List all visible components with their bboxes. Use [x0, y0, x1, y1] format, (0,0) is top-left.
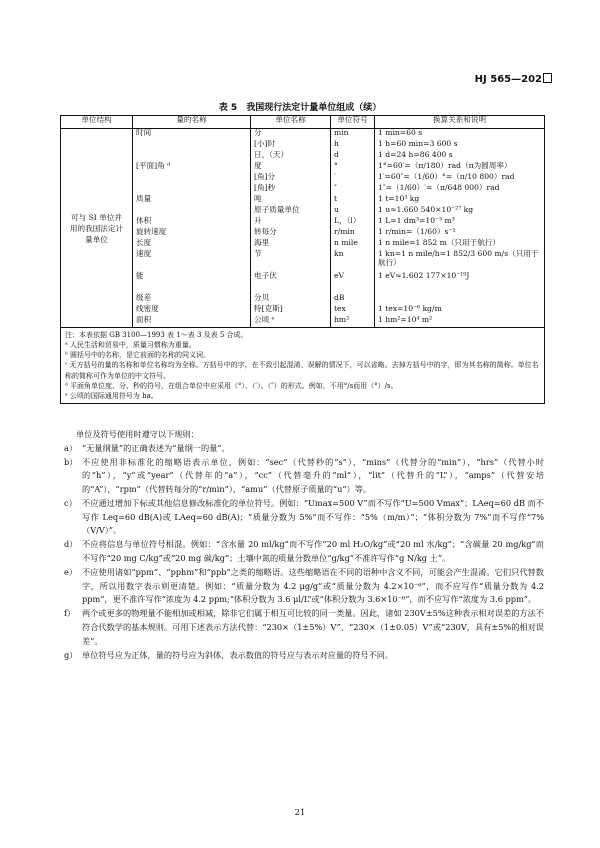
unit-symbol-cell: r/min [331, 228, 375, 239]
conversion-cell: 1 min=60 s [375, 129, 545, 141]
unit-symbol-cell: eV [331, 272, 375, 294]
unit-name-cell: [小]时 [251, 140, 331, 151]
table-row [61, 272, 545, 294]
rule-label: d） [64, 539, 78, 550]
unit-symbol-cell: min [331, 129, 375, 141]
unit-name-cell: 公顷 ᵉ [251, 316, 331, 328]
unit-name-cell: [角]分 [251, 173, 331, 184]
unit-name-cell: 海里 [251, 239, 331, 250]
column-header: 单位结构 [61, 116, 133, 129]
quantity-name-cell: 质量 [133, 195, 251, 206]
unit-symbol-cell: tex [331, 305, 375, 316]
table-caption: 表 5 我国现行法定计量单位组成（续） [218, 103, 382, 113]
table-note: ᵇ 圆括号中的名称，是它前面的名称的同义词。 [65, 351, 211, 360]
conversion-cell: 1 hm²=10⁴ m² [375, 316, 545, 328]
unit-symbol-cell: ° [331, 162, 375, 173]
unit-symbol-cell: ″ [331, 184, 375, 195]
rules-intro: 单位及符号使用时遵守以下规则： [76, 429, 199, 439]
conversion-cell: 1 d=24 h=86 400 s [375, 151, 545, 162]
table-body [61, 129, 545, 328]
rule-item [60, 607, 544, 648]
rule-label: c） [64, 497, 77, 508]
rule-text: 不应使用诸如“ppm”、“pphm”和“ppb”之类的缩略语。这些缩略语在不同的语种中含义不同，可能会产生混淆。它们只代替数字，所以用数字表示则更清楚。例如：“质量分数为 4.2 μg/g”或“质量分数为 4.2×10⁻⁶”，而不应写作“质量分数为 4.2 ppm”，更不准许写作“浓度为 4.2 ppm;“体积分数为 3.6 μl/L”或“体积分数为 3.6×10⁻⁶”，而不应写作“浓度为 3.6 ppm”。 [82, 566, 544, 605]
unit-symbol-cell: h [331, 140, 375, 151]
table-row [61, 140, 545, 151]
rule-item [60, 566, 544, 607]
conversion-cell: 1 r/min=（1/60）s⁻¹ [375, 228, 545, 239]
unit-name-cell: 日，（天） [251, 151, 331, 162]
quantity-name-cell: 体积 [133, 217, 251, 228]
placeholder-box [543, 73, 552, 83]
usage-rules [60, 428, 544, 662]
quantity-name-cell: 能 [133, 272, 251, 294]
conversion-cell: 1 t=10³ kg [375, 195, 545, 206]
standard-code: HJ 565—202 [475, 73, 552, 85]
unit-symbol-cell: u [331, 206, 375, 217]
rule-label: b） [64, 456, 78, 467]
unit-name-cell: 升 [251, 217, 331, 228]
quantity-name-cell [133, 173, 251, 184]
unit-name-cell: 度 [251, 162, 331, 173]
unit-name-cell: 分贝 [251, 294, 331, 305]
unit-symbol-cell: kn [331, 250, 375, 272]
unit-name-cell: 吨 [251, 195, 331, 206]
quantity-name-cell: 时间 [133, 129, 251, 141]
unit-symbol-cell: L，（l） [331, 217, 375, 228]
quantity-name-cell [133, 140, 251, 151]
rule-text: 不应使用非标准化的缩略语表示单位，例如：“sec”（代替秒的“s”），“mins”（代替分的“min”），“hrs”（代替小时的“h”），“y”或“year”（代替年的“a”），“cc”（代替毫升的“ml”），“lit”（代替升的“L”），“amps”（代替安培的“A”），“rpm”（代替转每分的“r/min”），“amu”（代替原子质量的“u”）等。 [82, 456, 544, 495]
conversion-cell: 1 kn=1 n mile/h=1 852/3 600 m/s（只用于航行） [375, 250, 545, 272]
table-note: ᵃ 人民生活和贸易中，质量习惯称为重量。 [65, 341, 196, 350]
conversion-cell: 1 h=60 min=3 600 s [375, 140, 545, 151]
table-row [61, 184, 545, 195]
conversion-cell: 1 tex=10⁻⁶ kg/m [375, 305, 545, 316]
unit-symbol-cell: n mile [331, 239, 375, 250]
rule-text: 单位符号应为正体，量的符号应为斜体，表示数值的符号应与表示对应量的符号不同。 [82, 649, 394, 660]
table-note: ᶜ 无方括号的量的名称和单位名称均为全称。方括号中的字，在不致引起混淆、误解的情况下，可以省略。去掉方括号中的字，即为其名称的简称。单位名称的简称可作为单位的中文符号。 [65, 361, 539, 380]
unit-name-cell: 特[克斯] [251, 305, 331, 316]
table-notes [61, 328, 545, 404]
unit-name-cell: 电子伏 [251, 272, 331, 294]
conversion-cell: 1″=（1/60）′=（π/648 000）rad [375, 184, 545, 195]
rule-label: g） [64, 649, 78, 660]
quantity-name-cell: 旋转速度 [133, 228, 251, 239]
conversion-cell: 1 eV≈1.602 177×10⁻¹⁹J [375, 272, 545, 294]
rule-item [60, 538, 544, 566]
unit-structure-cell: 可与 SI 单位并用的我国法定计量单位 [61, 129, 133, 328]
table-note: 注：本表依据 GB 3100—1993 表 1～表 3 及表 5 合成。 [65, 331, 248, 339]
rule-text: 两个或更多的物理量不能相加或相减，除非它们属于相互可比较的同一类量。因此，诸如 230V±5%这种表示相对误差的方法不符合代数学的基本规则。可用下述表示方法代替：“230×（1±5%）V”、“230×（1±0.05）V”或“230V，具有±5%的相对误差”。 [82, 608, 544, 646]
table-row [61, 217, 545, 228]
quantity-name-cell: 长度 [133, 239, 251, 250]
conversion-cell: 1 L=1 dm³=10⁻³ m³ [375, 217, 545, 228]
table-note: ᵉ 公顷的国际通用符号为 ha。 [65, 391, 158, 400]
rule-text: 不应通过增加下标或其他信息修改标准化的单位符号。例如：“Umax=500 V”而不写作“U=500 Vmax”；LAeq=60 dB 而不写作 Leq=60 dB(A)或 LAeq=60 dB(A)；“质量分数为 5%”而不写作：“5%（m/m）”；“体积分数为 7%”而不写作“7%（V/V）”。 [82, 497, 544, 536]
quantity-name-cell: 速度 [133, 250, 251, 272]
unit-symbol-cell: hm² [331, 316, 375, 328]
rule-item [60, 442, 544, 456]
table-row [61, 294, 545, 305]
unit-name-cell: 原子质量单位 [251, 206, 331, 217]
unit-name-cell: [角]秒 [251, 184, 331, 195]
unit-name-cell: 节 [251, 250, 331, 272]
unit-symbol-cell: t [331, 195, 375, 206]
quantity-name-cell: 面积 [133, 316, 251, 328]
column-header: 单位符号 [331, 116, 375, 129]
units-table [60, 115, 545, 404]
unit-symbol-cell: ′ [331, 173, 375, 184]
unit-name-cell: 分 [251, 129, 331, 141]
rule-label: e） [64, 566, 78, 577]
rule-item [60, 497, 544, 538]
rule-text: “无量纲量”的正确表述为“量纲一的量”。 [82, 442, 230, 453]
quantity-name-cell: 线密度 [133, 305, 251, 316]
rule-text: 不应将信息与单位符号相混。例如：“含水量 20 ml/kg”而不写作“20 ml H₂O/kg”或“20 ml 水/kg”；“含碳量 20 mg/kg”而不写作“20 mg C/kg”或“20 mg 碳/kg”；土壤中氮的质量分数单位“g/kg”不准许写作“g N/kg 土”。 [82, 539, 544, 564]
column-header: 量的名称 [133, 116, 251, 129]
page-number: 21 [294, 808, 306, 818]
quantity-name-cell: 级差 [133, 294, 251, 305]
conversion-cell: 1 n mile=1 852 m（只用于航行） [375, 239, 545, 250]
table-row [61, 206, 545, 217]
table-row [61, 250, 545, 272]
conversion-cell: 1′=60″=（1/60）°=（π/10 800）rad [375, 173, 545, 184]
table-row [61, 129, 545, 141]
rule-item [60, 649, 544, 663]
rule-item [60, 456, 544, 497]
column-header: 单位名称 [251, 116, 331, 129]
quantity-name-cell: [平面]角 ᵈ [133, 162, 251, 173]
conversion-cell: 1°=60′=（π/180）rad（π为圆周率） [375, 162, 545, 173]
rule-label: a） [64, 442, 78, 453]
conversion-cell: 1 u≈1.660 540×10⁻²⁷ kg [375, 206, 545, 217]
column-header: 换算关系和说明 [375, 116, 545, 129]
table-row [61, 305, 545, 316]
rule-label: f） [64, 608, 76, 619]
unit-symbol-cell: d [331, 151, 375, 162]
table-header-row [61, 116, 545, 129]
table-row [61, 316, 545, 328]
unit-name-cell: 转每分 [251, 228, 331, 239]
table-note: ᵈ 平面角单位度、分、秒的符号，在组合单位中应采用（°）、（′）、（″）的形式。例如，不用°/s而用（°）/s。 [65, 381, 398, 390]
unit-symbol-cell: dB [331, 294, 375, 305]
